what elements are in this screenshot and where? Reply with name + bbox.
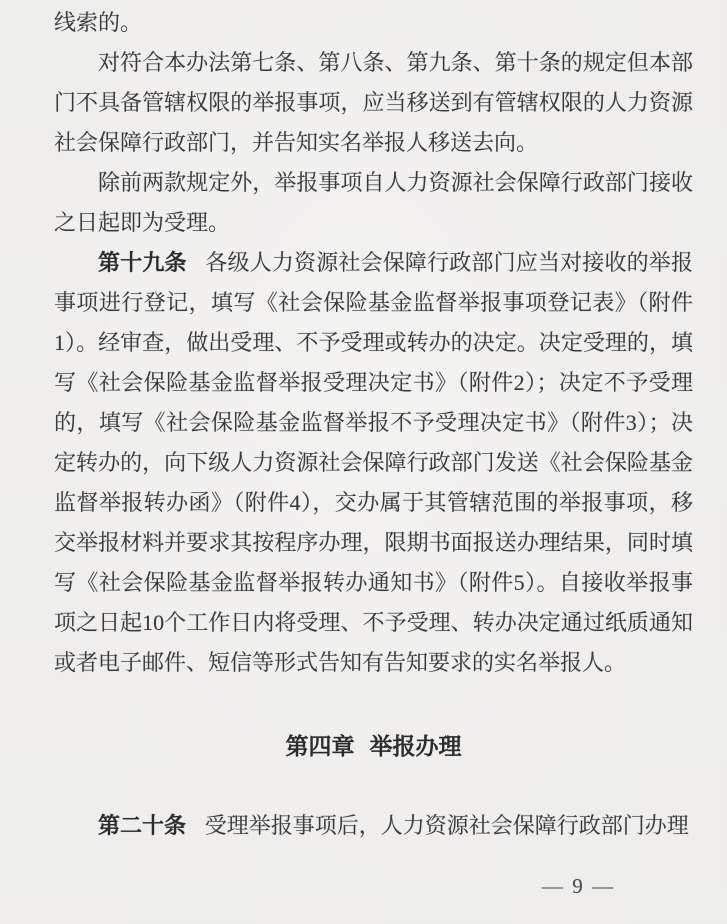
paragraph-transfer-provision: 对符合本办法第七条、第八条、第九条、第十条的规定但本部门不具备管辖权限的举报事项，应当移送到有管辖权限的人力资源社会保障行政部门，并告知实名举报人移送去向。 xyxy=(54,50,693,155)
document-body xyxy=(54,3,693,846)
chapter-4-heading xyxy=(54,726,693,766)
article-19-number: 第十九条 xyxy=(98,250,187,275)
article-20-text: 受理举报事项后，人力资源社会保障行政部门办理 xyxy=(204,813,689,838)
page-number: — 9 — xyxy=(542,874,615,898)
chapter-4-number: 第四章 xyxy=(285,733,355,759)
chapter-4-title: 举报办理 xyxy=(369,733,462,759)
paragraph-acceptance-provision: 除前两款规定外，举报事项自人力资源社会保障行政部门接收之日起即为受理。 xyxy=(54,170,693,235)
article-19-text: 各级人力资源社会保障行政部门应当对接收的举报事项进行登记，填写《社会保险基金监督举报事项登记表》（附件1）。经审查，做出受理、不予受理或转办的决定。决定受理的，填写《社会保险基金监督举报受理决定书》（附件2）；决定不予受理的，填写《社会保险基金监督举报不予受理决定书》（附件3）；决定转办的，向下级人力资源社会保障行政部门发送《社会保险基金监督举报转办函》（附件4），交办属于其管辖范围的举报事项，移交举报材料并要求其按程序办理，限期书面报送办理结果，同时填写《社会保险基金监督举报转办通知书》（附件5）。自接收举报事项之日起10个工作日内将受理、不予受理、转办决定通过纸质通知或者电子邮件、短信等形式告知有告知要求的实名举报人。 xyxy=(54,250,693,675)
paragraph-continuation: 线索的。 xyxy=(54,10,143,35)
paragraph-article-20 xyxy=(54,806,693,846)
article-20-number: 第二十条 xyxy=(98,813,187,838)
paragraph-article-19 xyxy=(54,243,693,683)
